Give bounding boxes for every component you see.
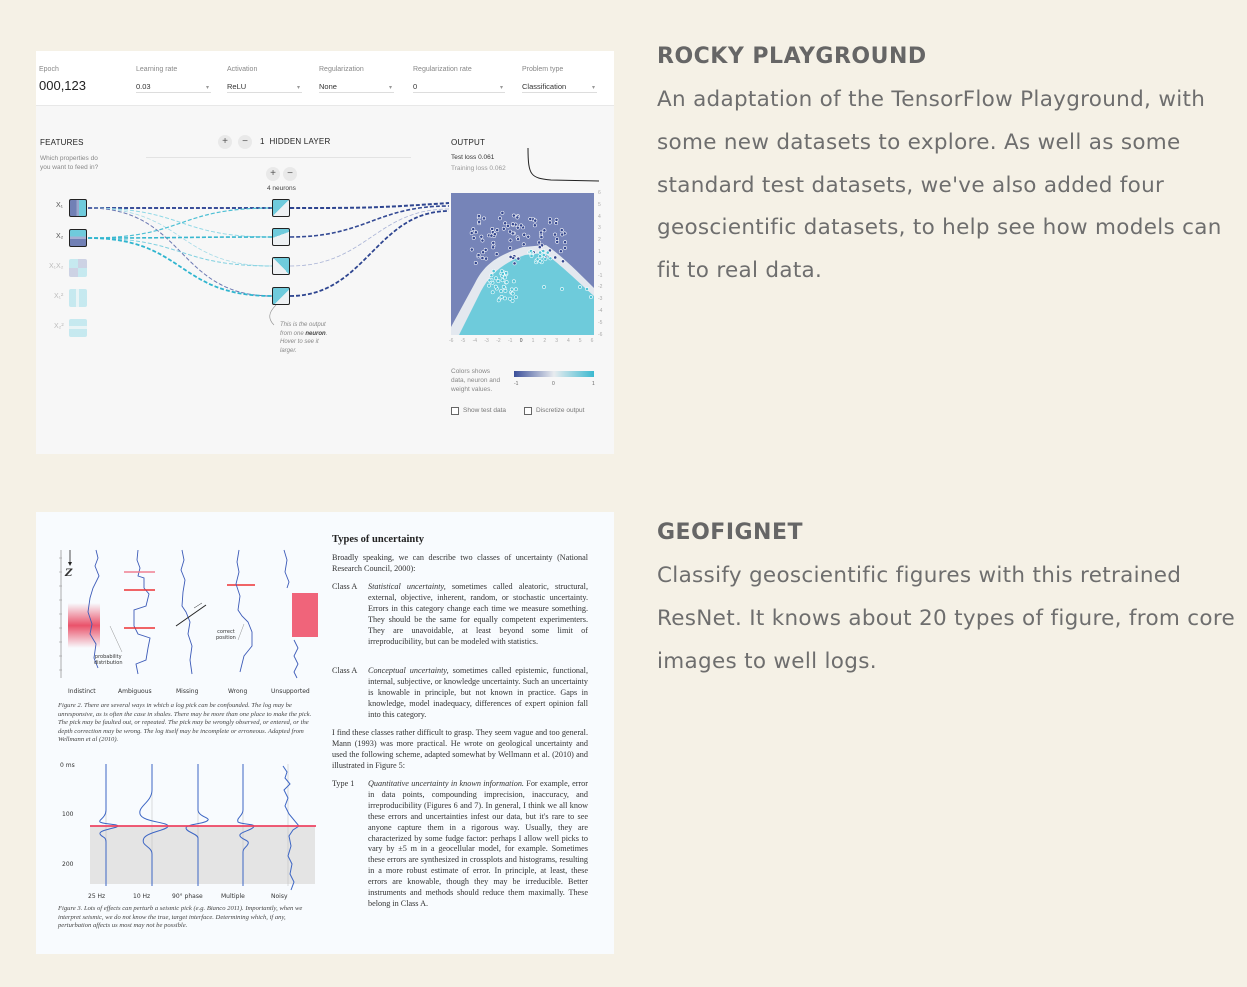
discretize-output-label[interactable]: Discretize output [536, 407, 585, 414]
type1-emphasis: Quantitative uncertainty in known information. [368, 779, 524, 788]
positive-data-point [505, 271, 508, 274]
positive-data-point [497, 299, 500, 302]
negative-data-point [506, 224, 509, 227]
epoch-label: Epoch [39, 66, 59, 73]
unsupported-block [292, 593, 318, 637]
regularization-label: Regularization [319, 66, 364, 73]
x-tick-label: 5 [578, 338, 582, 344]
show-test-data-checkbox[interactable] [451, 407, 459, 415]
positive-data-point [494, 277, 497, 280]
hint-text: . [325, 330, 328, 337]
hint-arrow [270, 305, 276, 325]
negative-data-point [529, 217, 532, 220]
negative-data-point [527, 235, 530, 238]
negative-data-point [504, 222, 507, 225]
chevron-down-icon: ▾ [499, 85, 503, 91]
fig2-col-label: Unsupported [271, 688, 310, 695]
negative-data-point [513, 262, 516, 265]
positive-data-point [542, 249, 545, 252]
negative-data-point [478, 220, 481, 223]
y-tick-label: 4 [598, 213, 601, 220]
chevron-down-icon: ▾ [296, 85, 300, 91]
negative-data-point [517, 257, 520, 260]
figure-3-caption: Figure 3. Lots of effects can perturb a seismic pick (e.g. Bianco 2011). Importantly, when we interpret seismic, we do not know the true, target interface. Determining which, if any, perturbation affects us most may not be possible. [58, 905, 303, 930]
paper-intro: Broadly speaking, we can describe two classes of uncertainty (National Research Council, 2000): [332, 553, 588, 573]
hint-line: Hover to see it [280, 339, 319, 345]
x-tick-label: -1 [508, 338, 513, 344]
fig2-col-label: Wrong [228, 688, 248, 695]
remove-neuron-button[interactable]: − [283, 167, 297, 181]
negative-data-point [516, 226, 519, 229]
x-tick-label: -4 [472, 338, 478, 344]
negative-data-point [563, 241, 566, 244]
paper-heading: Types of uncertainty [332, 534, 424, 545]
output-heatmap[interactable] [451, 193, 594, 335]
negative-data-point [522, 243, 525, 246]
y-tick-label: 2 [598, 237, 601, 244]
test-loss-value: 0.061 [478, 154, 495, 161]
chevron-down-icon: ▾ [591, 85, 595, 91]
positive-data-point [514, 288, 517, 291]
positive-data-point [497, 279, 500, 282]
negative-data-point [555, 218, 558, 221]
positive-data-point [578, 285, 581, 288]
x-tick-label: 4 [567, 338, 570, 344]
negative-data-point [502, 227, 505, 230]
positive-data-point [549, 257, 552, 260]
scale-min: -1 [514, 381, 519, 387]
negative-data-point [543, 229, 546, 232]
positive-data-point [538, 255, 541, 258]
negative-data-point [520, 224, 523, 227]
hint-line: This is the output [280, 322, 326, 328]
negative-data-point [512, 214, 515, 217]
positive-data-point [501, 279, 504, 282]
negative-data-point [554, 256, 557, 259]
negative-data-point [498, 217, 501, 220]
positive-data-point [503, 297, 506, 300]
fig2-col-label: Indistinct [68, 688, 96, 695]
rocky-playground-title[interactable]: ROCKY PLAYGROUND [657, 44, 927, 69]
feature-label-x2: X₂ [56, 233, 64, 240]
fig2-col-label: Ambiguous [118, 688, 152, 695]
neuron-hint [280, 321, 327, 355]
type1-label: Type 1 [332, 779, 355, 788]
weight-line [88, 238, 272, 266]
negative-data-point [559, 250, 562, 253]
regularization-rate-label: Regularization rate [413, 66, 472, 73]
positive-data-point [500, 290, 503, 293]
geofignet-description [657, 520, 1237, 683]
show-test-data-label[interactable]: Show test data [463, 407, 506, 414]
feature-label-x1sq: X₁² [54, 293, 64, 300]
annotation-leader [238, 624, 244, 640]
class-a1-body: sometimes called aleatoric, structural, external, objective, inherent, random, or stochastic uncertainty. Errors in this category change each time we measure something. They should be the same for equally competent experimenters. They are unavoidable, at least beyond some limit of irreproducibility, but can be modeled with statistics. [368, 582, 588, 646]
layer-count: 1 [260, 137, 265, 146]
x-tick-label: 3 [555, 338, 558, 344]
rocky-playground-text: An adaptation of the TensorFlow Playground, with some new datasets to explore. As well as some standard test datasets, we've also added four geoscientific datasets, to help see how models can fit to real data. [657, 87, 1222, 284]
figure-2-log-picks [58, 548, 318, 698]
negative-data-point [509, 255, 512, 258]
negative-data-point [561, 233, 564, 236]
negative-data-point [563, 246, 566, 249]
weight-line [290, 206, 449, 237]
x-tick-label: 0 [519, 338, 523, 344]
positive-data-point [502, 285, 505, 288]
activation-label: Activation [227, 66, 258, 73]
x-tick-label: -6 [449, 338, 454, 344]
positive-data-point [487, 284, 490, 287]
negative-data-point [481, 251, 484, 254]
positive-data-point [530, 254, 533, 257]
hidden-neuron-1[interactable] [272, 199, 290, 217]
negative-data-point [477, 253, 480, 256]
regularization-rate-value: 0 [413, 82, 418, 91]
layer-label: HIDDEN LAYER [269, 137, 331, 146]
negative-data-point [560, 228, 563, 231]
x-tick-label: 2 [543, 338, 547, 344]
annotation-line: position [216, 634, 236, 641]
annotation-probability [94, 655, 123, 666]
add-layer-button[interactable]: + [218, 135, 232, 149]
positive-data-point [538, 260, 541, 263]
positive-data-point [500, 295, 503, 298]
negative-data-point [553, 233, 556, 236]
negative-data-point [492, 246, 495, 249]
negative-data-point [509, 247, 512, 250]
y-tick-label: -5 [598, 319, 603, 326]
negative-data-point [516, 238, 519, 241]
fig3-y-label: 0 ms [60, 762, 75, 769]
negative-data-point [555, 222, 558, 225]
positive-data-point [589, 295, 592, 298]
legend-line: Colors shows [451, 368, 491, 375]
scale-max: 1 [592, 381, 595, 387]
color-legend-text [451, 367, 500, 394]
fig3-col-label: 10 Hz [133, 893, 151, 900]
positive-data-point [560, 287, 563, 290]
features-subtitle-line: Which properties do [40, 155, 98, 162]
feature-label-x1: X₁ [56, 202, 64, 209]
negative-data-point [484, 248, 487, 251]
figure-2-caption: Figure 2. There are several ways in which a log pick can be confounded. The log may be unresponsive, as is often the case in shales. There may be more than one place to make the pick. The pick may be faulted out, or repeated. The pick may be wrongly observed, or entered, or the depth correction may be wrong. The log itself may be incomplete or erroneous. Adapted from Wellmann et al (2010). [58, 702, 312, 744]
annotation-line: distribution [94, 659, 123, 666]
class-a2-label: Class A [332, 666, 358, 675]
fault-arrow [194, 603, 202, 608]
negative-data-point [556, 240, 559, 243]
remove-layer-button[interactable]: − [238, 135, 252, 149]
rocky-playground-screenshot[interactable] [36, 51, 614, 454]
negative-data-point [481, 256, 484, 259]
loss-curve [528, 148, 599, 181]
positive-data-point [504, 289, 507, 292]
negative-data-point [534, 219, 537, 222]
negative-data-point [474, 231, 477, 234]
positive-data-point [539, 251, 542, 254]
weight-line [88, 208, 272, 238]
rocky-playground-description [657, 44, 1237, 293]
neuron-count: 4 neurons [267, 185, 296, 192]
legend-line: weight values. [451, 386, 493, 393]
log-trace [284, 550, 289, 588]
positive-data-point [511, 292, 514, 295]
y-tick-label: 1 [598, 249, 601, 255]
annotation-correct-position [216, 630, 236, 641]
regularization-value: None [319, 82, 337, 91]
grey-interval [90, 826, 315, 884]
hidden-neuron-4[interactable] [272, 287, 290, 305]
paper-paragraph: I find these classes rather difficult to grasp. They seem vague and too general. Mann (1993) was more practical. He wrote on geological uncertainty and used the following scheme, adapted somewhat by Wellmann et al. (2010) and illustrated in Figure 5: [332, 728, 588, 770]
class-a1-text [368, 582, 588, 647]
annotation-line: correct [217, 629, 235, 635]
positive-data-point [505, 281, 508, 284]
fault-line [176, 605, 206, 626]
class-a2-body: sometimes called epistemic, functional, internal, subjective, or knowledge uncertainty. Such an uncertainty is knowable in principle, but not known in practice. Gaps in knowledge, model inadequacy, differences of expert opinion fall into this category. [368, 666, 588, 719]
weight-line [88, 238, 272, 296]
negative-data-point [481, 239, 484, 242]
problem-type-value: Classification [522, 82, 567, 91]
positive-data-point [500, 270, 503, 273]
positive-data-point [494, 285, 497, 288]
positive-data-point [490, 274, 493, 277]
log-trace [181, 550, 192, 674]
y-tick-label: 3 [598, 225, 601, 232]
geofignet-text: Classify geoscientific figures with this retrained ResNet. It knows about 20 types of figure, from core images to well logs. [657, 563, 1236, 674]
learning-rate-value: 0.03 [136, 82, 151, 91]
y-tick-label: 0 [598, 260, 601, 267]
positive-data-point [503, 276, 506, 279]
training-loss-value: 0.062 [489, 165, 506, 172]
chevron-down-icon: ▾ [205, 85, 209, 91]
class-a2-emphasis: Conceptual uncertainty, [368, 666, 449, 675]
color-scale-bar [514, 371, 594, 377]
negative-data-point [516, 216, 519, 219]
training-loss [451, 165, 506, 172]
probability-distribution-band [68, 603, 100, 648]
class-a1-emphasis: Statistical uncertainty, [368, 582, 446, 591]
negative-data-point [511, 223, 514, 226]
z-axis-label: Z [65, 568, 73, 579]
negative-data-point [470, 231, 473, 234]
weight-line [290, 209, 449, 266]
add-neuron-button[interactable]: + [266, 167, 280, 181]
negative-data-point [493, 233, 496, 236]
scale-mid: 0 [552, 381, 555, 387]
negative-data-point [477, 214, 480, 217]
x-tick-label: 1 [531, 338, 535, 344]
negative-data-point [538, 241, 541, 244]
hint-line [280, 330, 327, 339]
geofignet-title[interactable]: GEOFIGNET [657, 520, 804, 545]
negative-data-point [511, 232, 514, 235]
positive-data-point [514, 296, 517, 299]
y-tick-label: -1 [598, 272, 603, 279]
training-loss-label: Training loss [451, 165, 488, 172]
negative-data-point [470, 248, 473, 251]
negative-data-point [501, 211, 504, 214]
x-tick-label: -2 [496, 338, 501, 344]
log-trace [294, 640, 298, 678]
fig3-col-label: Multiple [221, 893, 245, 900]
x-tick-label: -5 [460, 338, 466, 344]
output-title: OUTPUT [451, 138, 486, 147]
fig3-y-label: 100 [62, 811, 74, 818]
positive-data-point [510, 288, 513, 291]
negative-data-point [548, 221, 551, 224]
class-a1-label: Class A [332, 582, 358, 591]
positive-data-point [491, 291, 494, 294]
negative-data-point [533, 224, 536, 227]
positive-data-point [511, 299, 514, 302]
negative-data-point [491, 227, 494, 230]
positive-data-point [544, 257, 547, 260]
x-tick-label: -3 [484, 338, 489, 344]
weight-line [88, 208, 272, 237]
negative-data-point [540, 235, 543, 238]
fig3-col-label: 25 Hz [88, 893, 106, 900]
type1-text [368, 779, 588, 910]
problem-type-label: Problem type [522, 66, 564, 73]
test-loss [451, 154, 494, 161]
x-tick-label: 6 [590, 338, 594, 344]
geofignet-screenshot[interactable] [36, 512, 614, 954]
y-tick-label: 6 [598, 190, 601, 196]
negative-data-point [490, 234, 493, 237]
negative-data-point [480, 235, 483, 238]
y-tick-label: -2 [598, 284, 603, 291]
positive-data-point [492, 269, 495, 272]
negative-data-point [509, 239, 512, 242]
positive-data-point [542, 285, 545, 288]
hidden-neuron-3[interactable] [272, 257, 290, 275]
positive-data-point [546, 251, 549, 254]
fig2-col-label: Missing [176, 688, 199, 695]
test-loss-label: Test loss [451, 154, 477, 161]
epoch-value: 000,123 [39, 78, 86, 93]
negative-data-point [561, 260, 564, 263]
feature-label-x1x2: X₁X₂ [49, 263, 64, 270]
chevron-down-icon: ▾ [388, 85, 392, 91]
log-trace [134, 550, 150, 674]
negative-data-point [538, 246, 541, 249]
positive-data-point [512, 280, 515, 283]
negative-data-point [485, 257, 488, 260]
y-tick-label: -3 [598, 296, 603, 303]
negative-data-point [523, 233, 526, 236]
log-trace [236, 550, 252, 672]
negative-data-point [496, 228, 499, 231]
legend-line: data, neuron and [451, 377, 501, 384]
activation-value: ReLU [227, 82, 247, 91]
negative-data-point [472, 228, 475, 231]
positive-data-point [585, 287, 588, 290]
negative-data-point [495, 252, 498, 255]
y-tick-label: 5 [598, 201, 601, 208]
fig3-y-label: 200 [62, 861, 74, 868]
positive-data-point [488, 279, 491, 282]
weight-line [290, 211, 449, 296]
annotation-leader [110, 626, 122, 652]
negative-data-point [474, 261, 477, 264]
annotation-line: probability [94, 654, 122, 660]
hint-bold: neuron [305, 330, 326, 337]
learning-rate-label: Learning rate [136, 66, 178, 73]
y-tick-label: -6 [598, 331, 603, 338]
hint-line: larger. [280, 347, 297, 354]
features-subtitle-line: you want to feed in? [40, 164, 99, 171]
type1-body: For example, error in data points, compounding imprecision, inaccuracy, and irreproducibility (Figures 6 and 7). In general, I think we all know these errors and uncertainties infest our data, but it's rare to see anyone capture them in a rigorous way. Usually, they are characterized by some fudge factor: perhaps I allow well picks to vary by ±5 m in a geocellular model, for example. Sometimes these errors are synthesized in crossplots and histograms, resulting in a more robust estimate of error. In principle, at least, these errors are knowable, though they may be irreducible. Better instruments and methods should reduce them maximally. These belong in Class A. [368, 779, 588, 908]
y-tick-label: -4 [598, 308, 603, 314]
negative-data-point [472, 236, 475, 239]
negative-data-point [482, 217, 485, 220]
hidden-neuron-2[interactable] [272, 228, 290, 246]
features-title: FEATURES [40, 138, 84, 147]
hint-text: from one [280, 330, 306, 337]
discretize-output-checkbox[interactable] [524, 407, 532, 415]
fig3-col-label: 90° phase [172, 893, 203, 900]
feature-label-x2sq: X₂² [54, 323, 64, 330]
fig3-col-label: Noisy [271, 893, 288, 900]
positive-data-point [542, 253, 545, 256]
class-a2-text [368, 666, 588, 721]
figure-3-seismic [58, 762, 318, 892]
negative-data-point [548, 217, 551, 220]
